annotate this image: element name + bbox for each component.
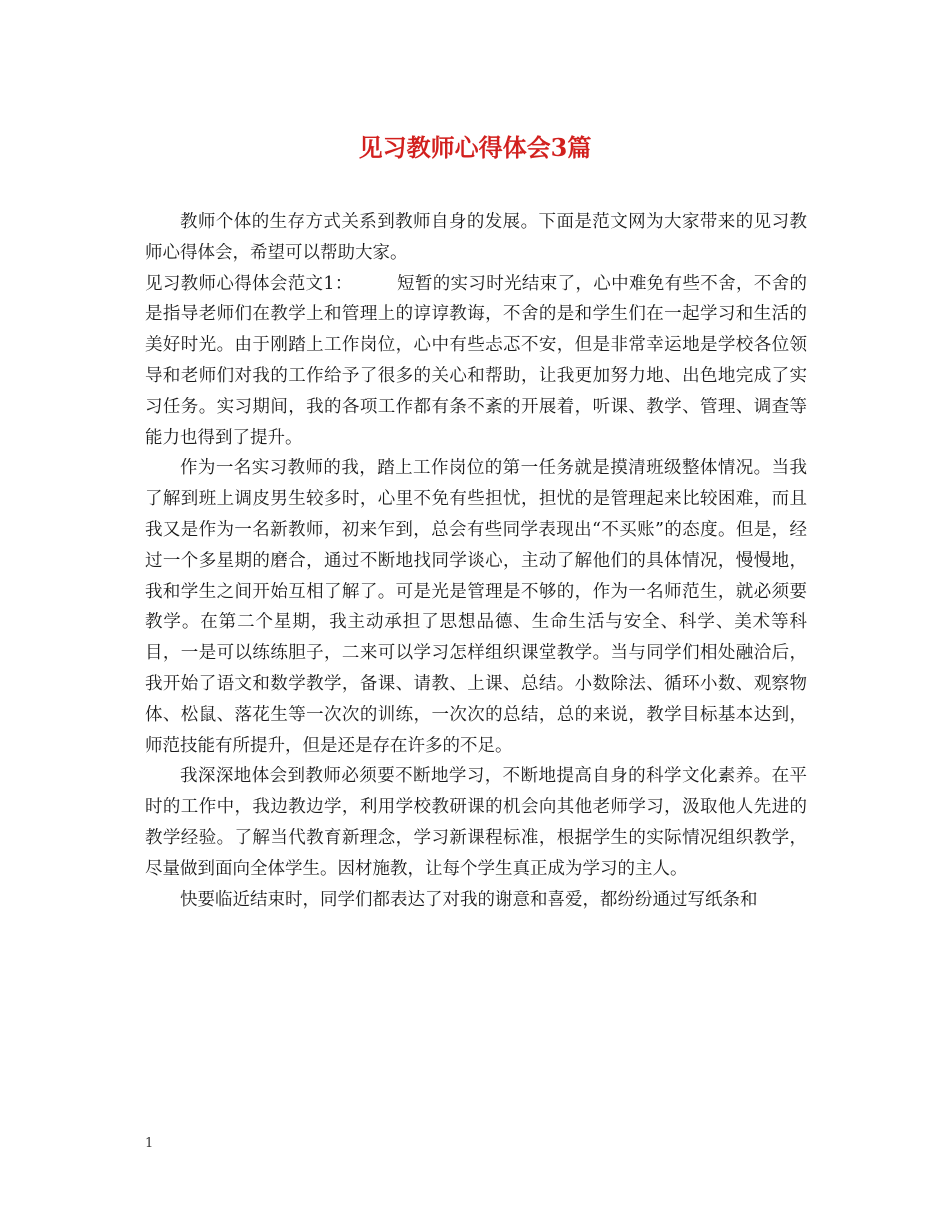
sample-label: 见习教师心得体会范文1： bbox=[145, 273, 353, 294]
paragraph-4: 快要临近结束时，同学们都表达了对我的谢意和喜爱，都纷纷通过写纸条和 bbox=[180, 889, 758, 910]
document-body bbox=[145, 207, 807, 915]
sample-paragraph bbox=[145, 269, 807, 454]
intro-paragraph: 教师个体的生存方式关系到教师自身的发展。下面是范文网为大家带来的见习教师心得体会，希望可以帮助大家。 bbox=[145, 212, 807, 263]
document-title: 见习教师心得体会3篇 bbox=[358, 133, 592, 162]
paragraph-2: 作为一名实习教师的我，踏上工作岗位的第一任务就是摸清班级整体情况。当我了解到班上调皮男生较多时，心里不免有些担忧，担忧的是管理起来比较困难，而且我又是作为一名新教师，初来乍到，总会有些同学表现出“不买账”的态度。但是，经过一个多星期的磨合，通过不断地找同学谈心，主动了解他们的具体情况，慢慢地，我和学生之间开始互相了解了。可是光是管理是不够的，作为一名师范生，就必须要教学。在第二个星期，我主动承担了思想品德、生命生活与安全、科学、美术等科目，一是可以练练胆子，二来可以学习怎样组织课堂教学。当与同学们相处融洽后，我开始了语文和数学教学，备课、请教、上课、总结。小数除法、循环小数、观察物体、松鼠、落花生等一次次的训练，一次次的总结，总的来说，教学目标基本达到，师范技能有所提升，但是还是存在许多的不足。 bbox=[145, 458, 807, 756]
paragraph-3: 我深深地体会到教师必须要不断地学习，不断地提高自身的科学文化素养。在平时的工作中，我边教边学，利用学校教研课的机会向其他老师学习，汲取他人先进的教学经验。了解当代教育新理念，学习新课程标准，根据学生的实际情况组织教学，尽量做到面向全体学生。因材施教，让每个学生真正成为学习的主人。 bbox=[145, 766, 807, 879]
sample-text: 短暂的实习时光结束了，心中难免有些不舍，不舍的是指导老师们在教学上和管理上的谆谆教诲，不舍的是和学生们在一起学习和生活的美好时光。由于刚踏上工作岗位，心中有些忐忑不安，但是非常幸运地是学校各位领导和老师们对我的工作给予了很多的关心和帮助，让我更加努力地、出色地完成了实习任务。实习期间，我的各项工作都有条不紊的开展着，听课、教学、管理、调查等能力也得到了提升。 bbox=[145, 273, 807, 448]
page-number: 1 bbox=[145, 1136, 154, 1151]
